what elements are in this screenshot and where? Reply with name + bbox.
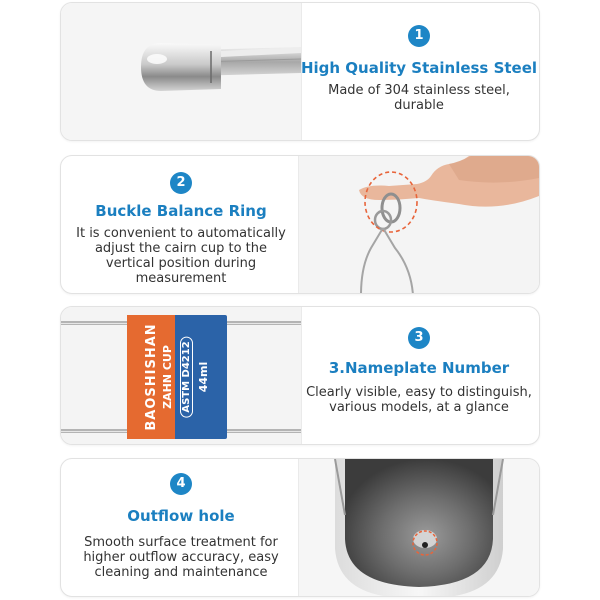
nameplate-label [127, 315, 227, 439]
description-line: Clearly visible, easy to distinguish, [306, 385, 532, 400]
description-line: cleaning and maintenance [94, 565, 268, 580]
feature-card-stainless-steel [60, 2, 540, 141]
feature-description [307, 83, 531, 113]
nameplate-brand: BAOSHISHAN [144, 323, 159, 431]
stainless-rod-illustration [61, 3, 301, 140]
description-line: vertical position during [105, 256, 257, 271]
feature-card-balance-ring [60, 155, 540, 294]
nameplate-volume: 44ml [197, 361, 210, 393]
nameplate-line1: ZAHN CUP [161, 345, 174, 409]
step-number-badge: 3 [408, 327, 430, 349]
feature-description [301, 385, 537, 415]
step-number-badge: 2 [170, 172, 192, 194]
description-line: higher outflow accuracy, easy [83, 550, 279, 565]
stainless-rod-photo [61, 3, 302, 140]
feature-text [299, 3, 539, 140]
feature-card-nameplate [60, 306, 540, 445]
step-number-badge: 1 [408, 25, 430, 47]
description-line: Made of 304 stainless steel, [328, 83, 510, 98]
feature-title: Buckle Balance Ring [95, 202, 267, 220]
description-line: adjust the cairn cup to the [94, 241, 268, 256]
feature-title: High Quality Stainless Steel [300, 59, 538, 77]
feature-description [69, 226, 293, 286]
feature-text [61, 459, 301, 596]
description-line: It is convenient to automatically [76, 226, 286, 241]
nameplate-line2: ASTM D4212 [180, 336, 193, 417]
feature-title: 3.Nameplate Number [328, 359, 510, 377]
nameplate-text-block [144, 323, 210, 430]
description-line: measurement [135, 271, 227, 286]
feature-card-outflow-hole [60, 458, 540, 597]
nameplate-photo [61, 307, 302, 445]
description-line: durable [394, 98, 444, 113]
feature-text [299, 307, 539, 444]
feature-text [61, 156, 301, 293]
cup-interior-illustration [299, 459, 539, 596]
description-line: various models, at a glance [329, 400, 509, 415]
finger-ring-illustration [299, 156, 539, 293]
description-line: Smooth surface treatment for [84, 535, 278, 550]
cup-interior-photo [298, 459, 539, 596]
finger-ring-photo [298, 156, 539, 293]
step-number-badge: 4 [170, 473, 192, 495]
feature-description [69, 535, 293, 580]
feature-title: Outflow hole [127, 507, 235, 525]
